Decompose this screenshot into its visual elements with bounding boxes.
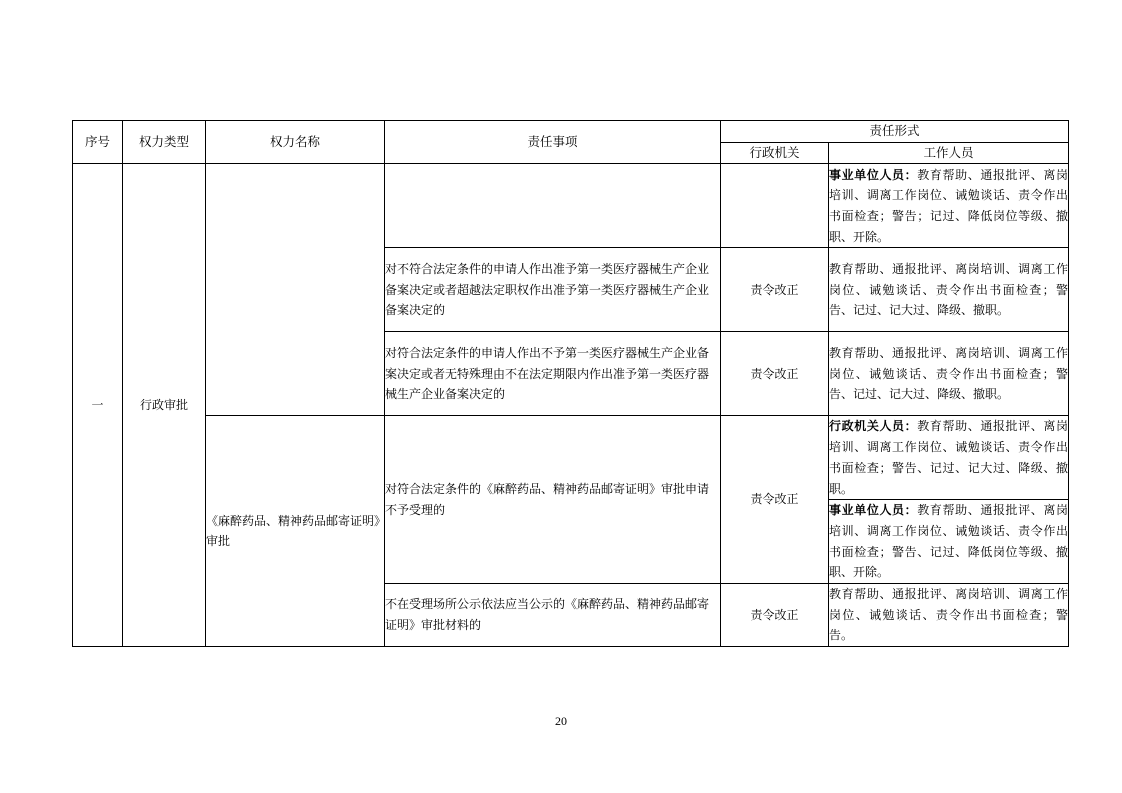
staff-text: 教育帮助、通报批评、离岗培训、调离工作岗位、诫勉谈话、责令作出书面检查；警告、记过、记大过、降级、撤职。 bbox=[829, 345, 1069, 402]
staff-text: 教育帮助、通报批评、离岗培训、调离工作岗位、诫勉谈话、责令作出书面检查；警告；记过、降低岗位等级、撤职、开除。 bbox=[829, 167, 1069, 244]
table-row bbox=[73, 164, 1069, 248]
cell-staff bbox=[829, 332, 1069, 416]
cell-seq: 一 bbox=[73, 164, 123, 647]
cell-item: 对符合法定条件的申请人作出不予第一类医疗器械生产企业备案决定或者无特殊理由不在法定期限内作出准予第一类医疗器械生产企业备案决定的 bbox=[385, 332, 721, 416]
cell-item: 不在受理场所公示依法应当公示的《麻醉药品、精神药品邮寄证明》审批材料的 bbox=[385, 584, 721, 647]
cell-agency: 责令改正 bbox=[721, 416, 829, 584]
cell-staff bbox=[829, 248, 1069, 332]
cell-staff bbox=[829, 416, 1069, 500]
cell-power-name-1 bbox=[206, 164, 385, 416]
cell-staff bbox=[829, 164, 1069, 248]
cell-item bbox=[385, 164, 721, 248]
cell-agency: 责令改正 bbox=[721, 248, 829, 332]
cell-agency bbox=[721, 164, 829, 248]
page-number: 20 bbox=[555, 714, 567, 728]
header-responsibility: 责任事项 bbox=[385, 121, 721, 164]
header-row-1 bbox=[73, 121, 1069, 143]
cell-agency: 责令改正 bbox=[721, 584, 829, 647]
staff-lead: 事业单位人员： bbox=[829, 503, 918, 518]
staff-lead: 行政机关人员： bbox=[829, 419, 918, 434]
table-row bbox=[73, 416, 1069, 500]
header-staff: 工作人员 bbox=[829, 142, 1069, 164]
header-form: 责任形式 bbox=[721, 121, 1069, 143]
responsibility-table bbox=[72, 120, 1069, 647]
cell-item: 对符合法定条件的《麻醉药品、精神药品邮寄证明》审批申请不予受理的 bbox=[385, 416, 721, 584]
cell-item: 对不符合法定条件的申请人作出准予第一类医疗器械生产企业备案决定或者超越法定职权作出准予第一类医疗器械生产企业备案决定的 bbox=[385, 248, 721, 332]
cell-staff bbox=[829, 500, 1069, 584]
cell-agency: 责令改正 bbox=[721, 332, 829, 416]
staff-text: 教育帮助、通报批评、离岗培训、调离工作岗位、诫勉谈话、责令作出书面检查；警告、记过、记大过、降级、撤职。 bbox=[829, 419, 1069, 496]
staff-lead: 事业单位人员： bbox=[829, 167, 918, 182]
cell-staff bbox=[829, 584, 1069, 647]
header-agency: 行政机关 bbox=[721, 142, 829, 164]
header-power-name: 权力名称 bbox=[206, 121, 385, 164]
cell-power-type: 行政审批 bbox=[123, 164, 206, 647]
cell-power-name-2: 《麻醉药品、精神药品邮寄证明》审批 bbox=[206, 416, 385, 647]
header-seq: 序号 bbox=[73, 121, 123, 164]
staff-text: 教育帮助、通报批评、离岗培训、调离工作岗位、诫勉谈话、责令作出书面检查；警告、记过、降低岗位等级、撤职、开除。 bbox=[829, 503, 1069, 580]
staff-text: 教育帮助、通报批评、离岗培训、调离工作岗位、诫勉谈话、责令作出书面检查；警告、记过、记大过、降级、撤职。 bbox=[829, 261, 1069, 318]
staff-text: 教育帮助、通报批评、离岗培训、调离工作岗位、诫勉谈话、责令作出书面检查；警告。 bbox=[829, 587, 1069, 643]
header-power-type: 权力类型 bbox=[123, 121, 206, 164]
